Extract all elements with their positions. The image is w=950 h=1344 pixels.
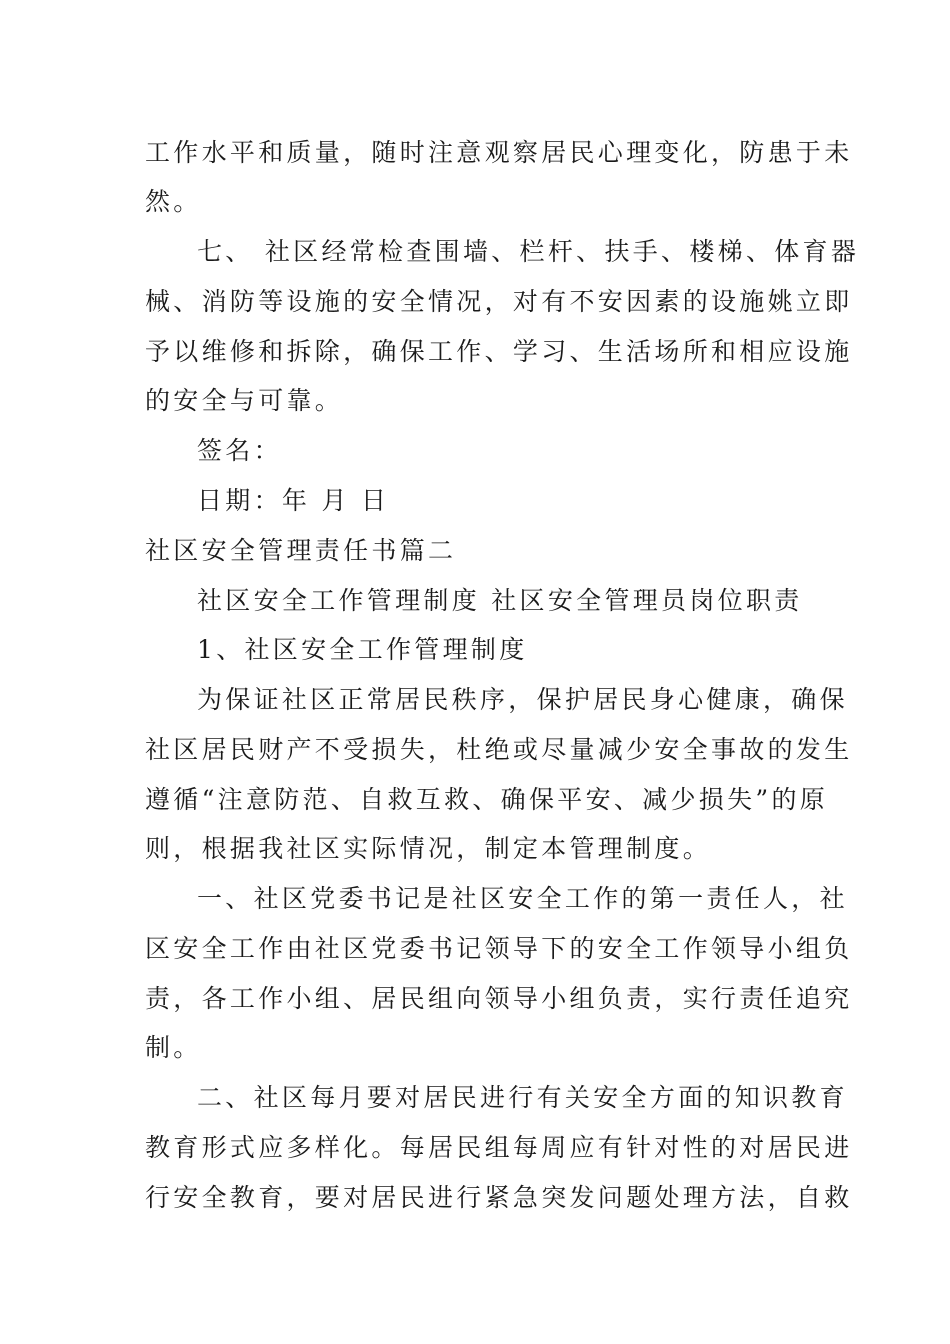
subsection-heading: 社区安全工作管理制度 社区安全管理员岗位职责 bbox=[197, 586, 803, 615]
text-line: 遵循“注意防范、自救互救、确保平安、减少损失”的原 bbox=[145, 785, 829, 814]
text-line: 然。 bbox=[145, 187, 202, 216]
text-line: 二、社区每月要对居民进行有关安全方面的知识教育 bbox=[197, 1083, 848, 1112]
date-label: 日期：年 月 日 bbox=[197, 486, 390, 515]
text-line: 为保证社区正常居民秩序，保护居民身心健康，确保 bbox=[197, 685, 848, 714]
signature-label: 签名： bbox=[197, 436, 282, 465]
text-line: 区安全工作由社区党委书记领导下的安全工作领导小组负 bbox=[145, 934, 853, 963]
text-line: 责，各工作小组、居民组向领导小组负责，实行责任追究 bbox=[145, 984, 853, 1013]
text-line: 一、社区党委书记是社区安全工作的第一责任人，社 bbox=[197, 884, 848, 913]
text-line: 制。 bbox=[145, 1033, 202, 1062]
text-line: 教育形式应多样化。每居民组每周应有针对性的对居民进 bbox=[145, 1133, 853, 1162]
text-line: 行安全教育，要对居民进行紧急突发问题处理方法，自救 bbox=[145, 1183, 853, 1212]
text-line: 予以维修和拆除，确保工作、学习、生活场所和相应设施 bbox=[145, 337, 853, 366]
text-line: 七、 社区经常检查围墙、栏杆、扶手、楼梯、体育器 bbox=[197, 237, 860, 266]
text-line: 工作水平和质量，随时注意观察居民心理变化，防患于未 bbox=[145, 138, 853, 167]
text-line: 的安全与可靠。 bbox=[145, 386, 344, 415]
text-line: 社区居民财产不受损失，杜绝或尽量减少安全事故的发生 bbox=[145, 735, 853, 764]
subsection-title: 1、社区安全工作管理制度 bbox=[197, 635, 528, 664]
text-line: 则，根据我社区实际情况，制定本管理制度。 bbox=[145, 834, 712, 863]
text-line: 械、消防等设施的安全情况，对有不安因素的设施姚立即 bbox=[145, 287, 853, 316]
section-heading: 社区安全管理责任书篇二 bbox=[145, 536, 457, 565]
